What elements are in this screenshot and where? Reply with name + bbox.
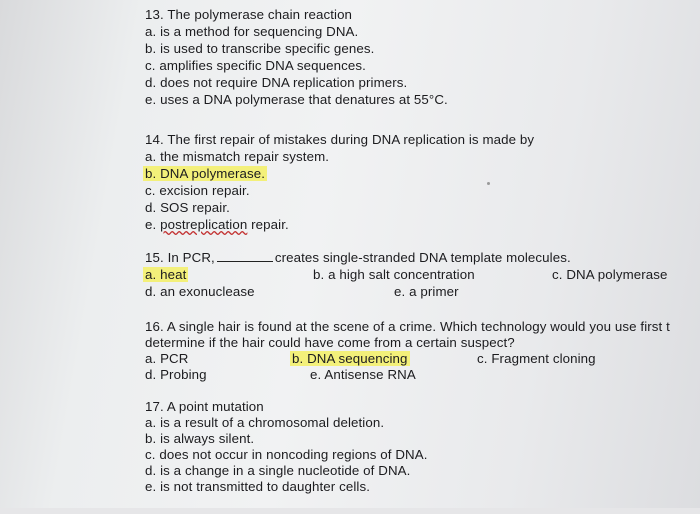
q15-option-d: d. an exonuclease bbox=[145, 284, 255, 299]
q13-option-b: b. is used to transcribe specific genes. bbox=[145, 41, 375, 56]
q13-option-d: d. does not require DNA replication primers. bbox=[145, 75, 408, 90]
spellcheck-underlined-word: postreplication bbox=[160, 217, 248, 232]
q13-option-c: c. amplifies specific DNA sequences. bbox=[145, 58, 366, 73]
q14-stem: 14. The first repair of mistakes during DNA replication is made by bbox=[145, 132, 535, 147]
q16-option-a: a. PCR bbox=[145, 351, 189, 366]
q16-stem-line2: determine if the hair could have come from a certain suspect? bbox=[145, 335, 515, 350]
q13-stem: 13. The polymerase chain reaction bbox=[145, 7, 353, 22]
q15-option-a bbox=[145, 266, 188, 283]
q17-option-a: a. is a result of a chromosomal deletion. bbox=[145, 415, 385, 430]
q15-highlighted-answer: a. heat bbox=[145, 267, 187, 282]
q16-option-e: e. Antisense RNA bbox=[310, 367, 416, 382]
q14-highlighted-answer: b. DNA polymerase. bbox=[145, 166, 266, 181]
q17-option-d: d. is a change in a single nucleotide of DNA. bbox=[145, 463, 411, 478]
q15-option-e: e. a primer bbox=[394, 284, 459, 299]
q13-option-a: a. is a method for sequencing DNA. bbox=[145, 24, 359, 39]
q17-option-c: c. does not occur in noncoding regions of DNA. bbox=[145, 447, 428, 462]
q14-option-d: d. SOS repair. bbox=[145, 200, 230, 215]
q17-stem: 17. A point mutation bbox=[145, 399, 264, 414]
q15-option-c: c. DNA polymerase bbox=[552, 267, 668, 282]
q17-option-e: e. is not transmitted to daughter cells. bbox=[145, 479, 370, 494]
q14-option-a: a. the mismatch repair system. bbox=[145, 149, 330, 164]
q15-option-b: b. a high salt concentration bbox=[313, 267, 475, 282]
answer-blank bbox=[217, 250, 273, 262]
q14-option-b bbox=[145, 165, 267, 182]
q17-option-b: b. is always silent. bbox=[145, 431, 255, 446]
q13-option-e: e. uses a DNA polymerase that denatures at 55°C. bbox=[145, 92, 448, 107]
q16-option-d: d. Probing bbox=[145, 367, 207, 382]
q16-stem-line1: 16. A single hair is found at the scene of a crime. Which technology would you use first t bbox=[145, 319, 670, 334]
q16-highlighted-answer: b. DNA sequencing bbox=[292, 351, 408, 366]
q16-option-c: c. Fragment cloning bbox=[477, 351, 596, 366]
q14-option-e: e. postreplication repair. bbox=[145, 217, 289, 232]
q16-option-b bbox=[292, 350, 410, 367]
q15-stem: 15. In PCR, creates single-stranded DNA template molecules. bbox=[145, 250, 571, 265]
q14-option-c: c. excision repair. bbox=[145, 183, 250, 198]
stray-mark bbox=[487, 182, 490, 185]
bottom-edge bbox=[0, 508, 700, 514]
